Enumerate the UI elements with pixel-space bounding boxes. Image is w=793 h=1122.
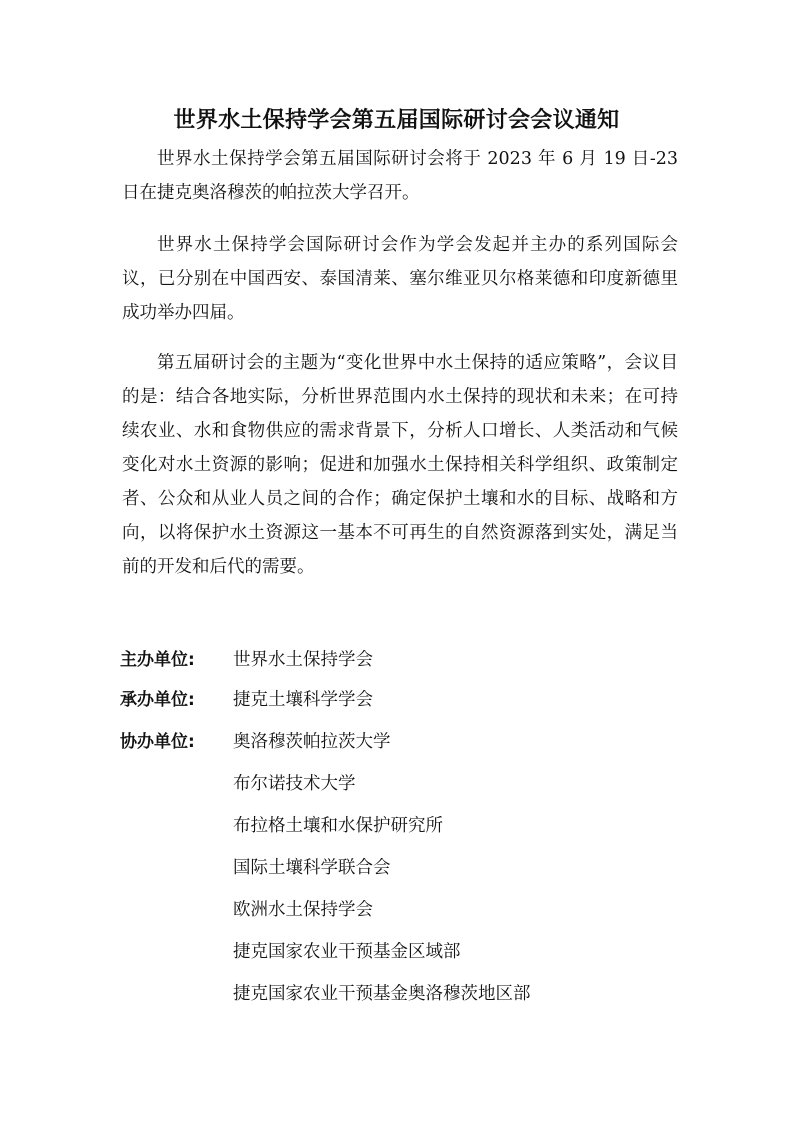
host-value: 世界水土保持学会: [233, 650, 373, 670]
co-organizer-item: 布拉格土壤和水保护研究所: [233, 816, 443, 836]
paragraph-history: 世界水土保持学会国际研讨会作为学会发起并主办的系列国际会议，已分别在中国西安、泰国清莱、塞尔维亚贝尔格莱德和印度新德里成功举办四届。: [122, 235, 678, 323]
co-organizer-item: 国际土壤科学联合会: [233, 858, 391, 878]
paragraph-theme: 第五届研讨会的主题为“变化世界中水土保持的适应策略”，会议目的是：结合各地实际，分析世界范围内水土保持的现状和未来；在可持续农业、水和食物供应的需求背景下，分析人口增长、人类活动和气候变化对水土资源的影响；促进和加强水土保持相关科学组织、政策制定者、公众和从业人员之间的合作；确定保护土壤和水的目标、战略和方向，以将保护水土资源这一基本不可再生的自然资源落到实处，满足当前的开发和后代的需要。: [122, 353, 678, 577]
co-organizer-item: 布尔诺技术大学: [233, 774, 356, 794]
co-organizer-item: 奥洛穆茨帕拉茨大学: [233, 732, 391, 752]
document-title: 世界水土保持学会第五届国际研讨会会议通知: [173, 108, 620, 133]
co-organizer-item: 捷克国家农业干预基金区域部: [233, 942, 461, 962]
paragraph-meeting-date: 世界水土保持学会第五届国际研讨会将于 2023 年 6 月 19 日-23 日在捷克奥洛穆茨的帕拉茨大学召开。: [122, 149, 678, 203]
co-organizer-item: 捷克国家农业干预基金奥洛穆茨地区部: [233, 984, 531, 1004]
undertaker-value: 捷克土壤科学学会: [233, 690, 373, 710]
host-label: 主办单位:: [120, 650, 195, 670]
co-organizer-item: 欧洲水土保持学会: [233, 900, 373, 920]
co-organizer-label: 协办单位:: [120, 732, 195, 752]
undertaker-label: 承办单位:: [120, 690, 195, 710]
